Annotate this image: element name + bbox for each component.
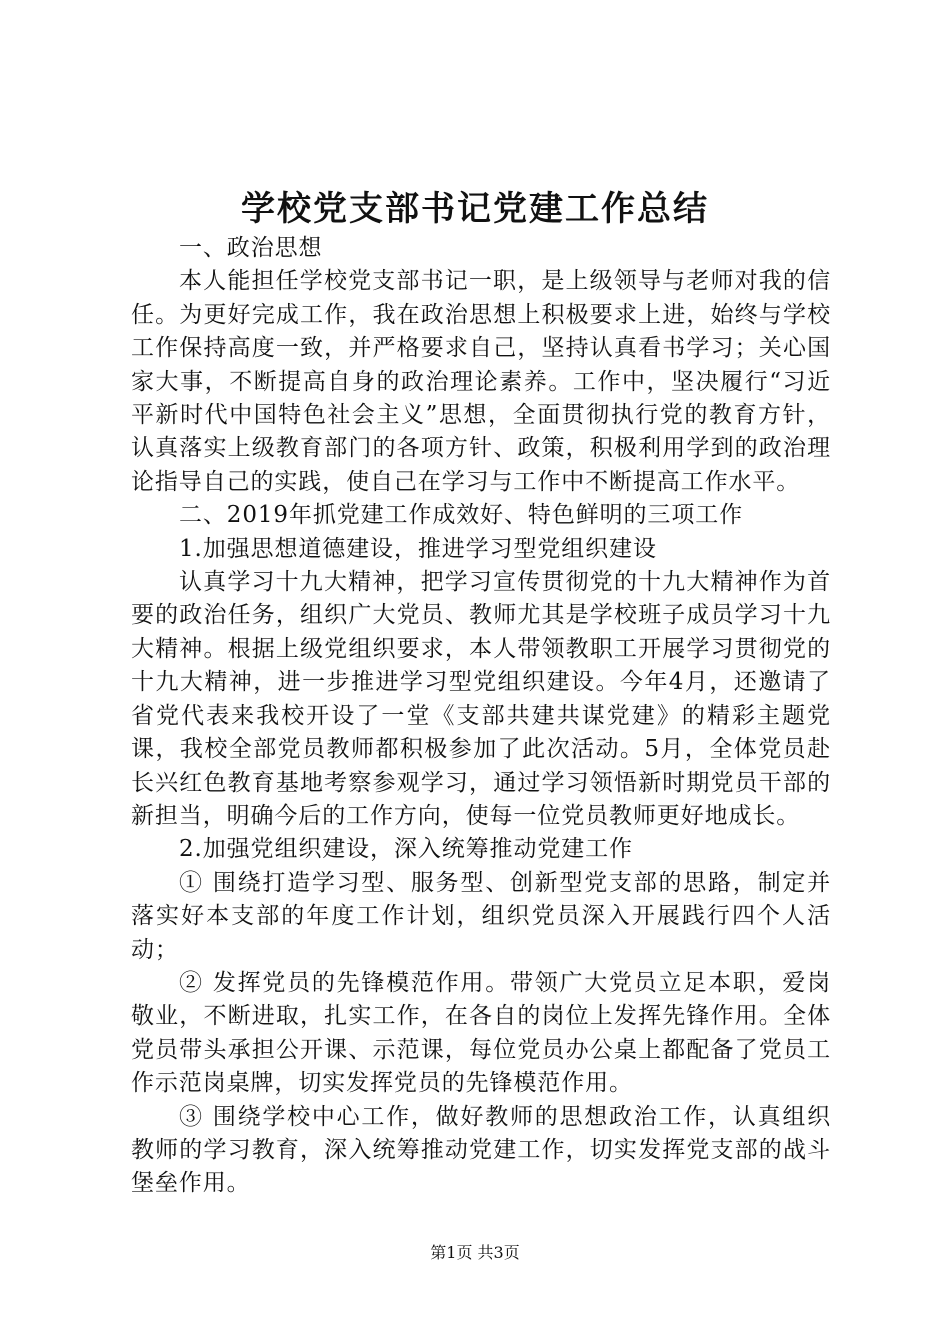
paragraph-item-3: ③ 围绕学校中心工作，做好教师的思想政治工作，认真组织教师的学习教育，深入统筹推动党建工作，切实发挥党支部的战斗堡垒作用。 bbox=[131, 1103, 831, 1197]
document-title: 学校党支部书记党建工作总结 bbox=[241, 189, 709, 229]
subheading-organization: 2.加强党组织建设，深入统筹推动党建工作 bbox=[179, 836, 633, 863]
section-heading-politics: 一、政治思想 bbox=[179, 235, 323, 261]
paragraph-item-2: ② 发挥党员的先锋模范作用。带领广大党员立足本职，爱岗敬业，不断进取，扎实工作，在各自的岗位上发挥先锋作用。全体党员带头承担公开课、示范课，每位党员办公桌上都配备了党员工作示范岗桌牌，切实发挥党员的先锋模范作用。 bbox=[131, 969, 831, 1097]
paragraph-ideology: 认真学习十九大精神，把学习宣传贯彻党的十九大精神作为首要的政治任务，组织广大党员、教师尤其是学校班子成员学习十九大精神。根据上级党组织要求，本人带领教职工开展学习贯彻党的十九大精神，进一步推进学习型党组织建设。今年4月，还邀请了省党代表来我校开设了一堂《支部共建共谋党建》的精彩主题党课，我校全部党员教师都积极参加了此次活动。5月，全体党员赴长兴红色教育基地考察参观学习，通过学习领悟新时期党员干部的新担当，明确今后的工作方向，使每一位党员教师更好地成长。 bbox=[131, 569, 831, 829]
subheading-ideology: 1.加强思想道德建设，推进学习型党组织建设 bbox=[179, 535, 657, 562]
paragraph-item-1: ① 围绕打造学习型、服务型、创新型党支部的思路，制定并落实好本支部的年度工作计划，组织党员深入开展践行四个人活动； bbox=[131, 869, 831, 963]
document-body bbox=[131, 232, 831, 1201]
section-heading-three-works: 二、2019年抓党建工作成效好、特色鲜明的三项工作 bbox=[179, 502, 744, 529]
page-number-footer: 第1页 共3页 bbox=[430, 1243, 520, 1262]
paragraph-politics: 本人能担任学校党支部书记一职，是上级领导与老师对我的信任。为更好完成工作，我在政治思想上积极要求上进，始终与学校工作保持高度一致，并严格要求自己，坚持认真看书学习；关心国家大事，不断提高自身的政治理论素养。工作中，坚决履行“习近平新时代中国特色社会主义”思想，全面贯彻执行党的教育方针，认真落实上级教育部门的各项方针、政策，积极利用学到的政治理论指导自己的实践，使自己在学习与工作中不断提高工作水平。 bbox=[131, 268, 831, 495]
